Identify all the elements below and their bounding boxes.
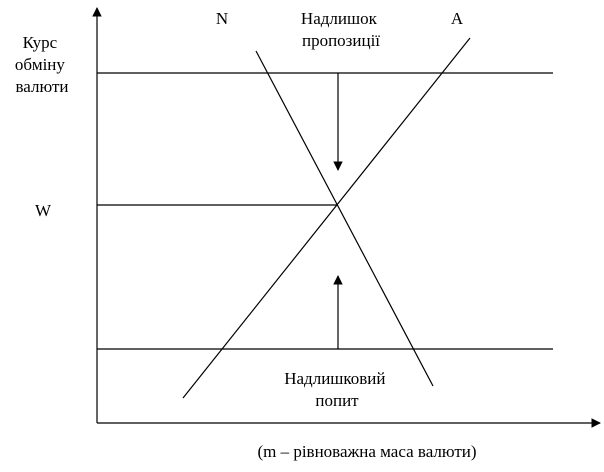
excess-demand-label	[284, 369, 390, 410]
excess-supply-line-1: Надлишок	[300, 9, 377, 28]
excess-demand-line-2: попит	[315, 391, 359, 410]
excess-supply-line-2: пропозиції	[301, 31, 381, 50]
demand-curve-label: N	[215, 9, 229, 28]
y-axis-label-line-3: валюти	[15, 77, 69, 96]
excess-supply-label	[301, 9, 381, 50]
demand-curve-n	[256, 51, 433, 386]
y-axis-label-line-2: обміну	[14, 55, 65, 74]
supply-curve-a	[183, 38, 470, 398]
y-axis-label-line-1: Курс	[22, 33, 58, 52]
supply-curve-label: A	[450, 9, 464, 28]
excess-demand-line-1: Надлишковий	[284, 369, 386, 388]
equilibrium-price-label: W	[34, 201, 52, 220]
x-axis-label: (m – рівноважна маса валюти)	[257, 442, 477, 461]
y-axis-label	[15, 33, 69, 96]
